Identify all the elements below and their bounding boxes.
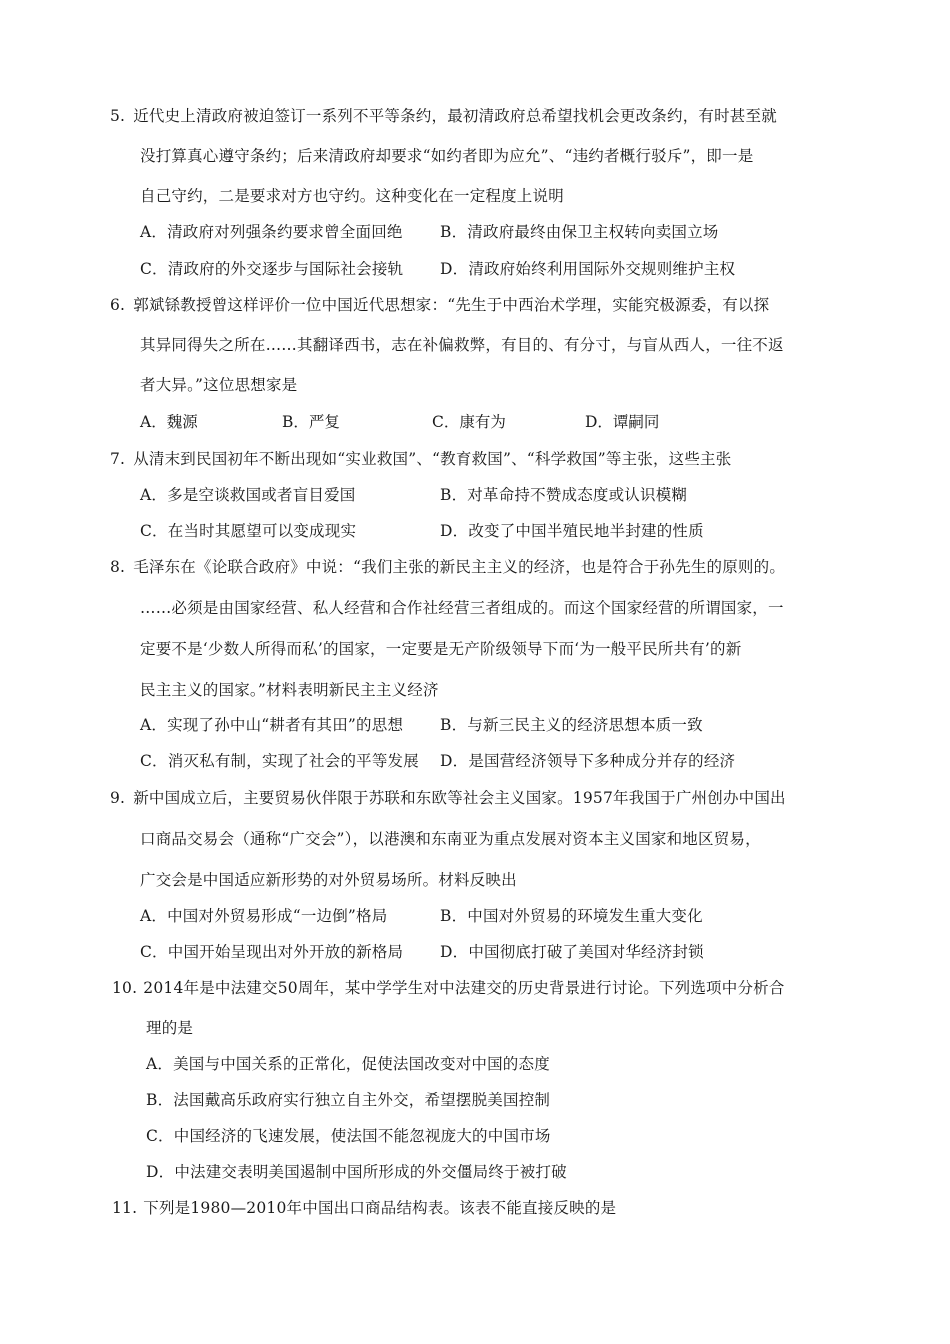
- question-8-line-1: [110, 555, 785, 577]
- option-d: D．改变了中国半殖民地半封建的性质: [440, 522, 704, 540]
- option-d: D．中法建交表明美国遏制中国所形成的外交僵局终于被打破: [146, 1163, 567, 1181]
- question-number: 11.: [112, 1199, 138, 1217]
- option-b: B．对革命持不赞成态度或认识模糊: [440, 486, 688, 504]
- question-stem: 下列是1980—2010年中国出口商品结构表。该表不能直接反映的是: [143, 1199, 617, 1217]
- question-9-line-1: [110, 786, 786, 808]
- question-10-line-1: [112, 976, 785, 998]
- option-a: A．中国对外贸易形成“一边倒”格局: [140, 907, 388, 925]
- question-11-line-1: [112, 1196, 616, 1218]
- question-5-line-1: [110, 104, 777, 126]
- question-stem: 理的是: [146, 1019, 194, 1037]
- option-d: D．谭嗣同: [585, 413, 660, 431]
- question-stem: 郭斌铩教授曾这样评价一位中国近代思想家：“先生于中西治术学理，实能究极源委，有以探: [133, 296, 770, 314]
- option-c: C．消灭私有制，实现了社会的平等发展: [140, 752, 419, 770]
- question-number: 9.: [110, 789, 126, 807]
- question-stem: 毛泽东在《论联合政府》中说：“我们主张的新民主主义的经济，也是符合于孙先生的原则的。: [133, 558, 786, 576]
- question-stem: 其异同得失之所在……其翻译西书，志在补偏救弊，有目的、有分寸，与盲从西人，一往不返: [140, 336, 784, 354]
- option-a: A．魏源: [140, 413, 198, 431]
- question-stem: 广交会是中国适应新形势的对外贸易场所。材料反映出: [140, 871, 517, 889]
- question-number: 10.: [112, 979, 138, 997]
- option-b: B．严复: [282, 413, 340, 431]
- option-b: B．与新三民主义的经济思想本质一致: [440, 716, 703, 734]
- question-stem: 自己守约，二是要求对方也守约。这种变化在一定程度上说明: [140, 187, 564, 205]
- option-d: D．清政府始终利用国际外交规则维护主权: [440, 260, 736, 278]
- option-b: B．法国戴高乐政府实行独立自主外交，希望摆脱美国控制: [146, 1091, 551, 1109]
- question-number: 8.: [110, 558, 126, 576]
- option-c: C．中国经济的飞速发展，使法国不能忽视庞大的中国市场: [146, 1127, 551, 1145]
- option-a: A．实现了孙中山“耕者有其田”的思想: [140, 716, 404, 734]
- question-stem: 民主主义的国家。”材料表明新民主主义经济: [140, 681, 439, 699]
- question-stem: 没打算真心遵守条约；后来清政府却要求“如约者即为应允”、“违约者概行驳斥”，即一是: [140, 147, 754, 165]
- question-7-line-1: [110, 447, 731, 469]
- option-c: C．康有为: [432, 413, 506, 431]
- option-c: C．在当时其愿望可以变成现实: [140, 522, 357, 540]
- option-a: A．清政府对列强条约要求曾全面回绝: [140, 223, 403, 241]
- question-stem: ……必须是由国家经营、私人经营和合作社经营三者组成的。而这个国家经营的所谓国家，一: [140, 599, 784, 617]
- option-c: C．中国开始呈现出对外开放的新格局: [140, 943, 404, 961]
- option-b: B．清政府最终由保卫主权转向卖国立场: [440, 223, 719, 241]
- option-d: D．是国营经济领导下多种成分并存的经济: [440, 752, 736, 770]
- question-stem: 近代史上清政府被迫签订一系列不平等条约，最初清政府总希望找机会更改条约，有时甚至就: [133, 107, 777, 125]
- question-stem: 口商品交易会（通称“广交会”），以港澳和东南亚为重点发展对资本主义国家和地区贸易，: [140, 830, 761, 848]
- option-a: A．美国与中国关系的正常化，促使法国改变对中国的态度: [146, 1055, 550, 1073]
- option-b: B．中国对外贸易的环境发生重大变化: [440, 907, 703, 925]
- question-number: 6.: [110, 296, 126, 314]
- option-c: C．清政府的外交逐步与国际社会接轨: [140, 260, 404, 278]
- question-stem: 从清末到民国初年不断出现如“实业救国”、“教育救国”、“科学救国”等主张，这些主张: [133, 450, 732, 468]
- question-stem: 2014年是中法建交50周年，某中学学生对中法建交的历史背景进行讨论。下列选项中分析合: [143, 979, 785, 997]
- question-stem: 者大异。”这位思想家是: [140, 376, 298, 394]
- question-stem: 新中国成立后，主要贸易伙伴限于苏联和东欧等社会主义国家。1957年我国于广州创办中国出: [133, 789, 786, 807]
- question-number: 7.: [110, 450, 126, 468]
- option-d: D．中国彻底打破了美国对华经济封锁: [440, 943, 704, 961]
- question-stem: 定要不是‘少数人所得而私’的国家，一定要是无产阶级领导下而‘为一般平民所共有’的新: [140, 640, 742, 658]
- question-number: 5.: [110, 107, 126, 125]
- option-a: A．多是空谈救国或者盲目爱国: [140, 486, 356, 504]
- question-6-line-1: [110, 293, 769, 315]
